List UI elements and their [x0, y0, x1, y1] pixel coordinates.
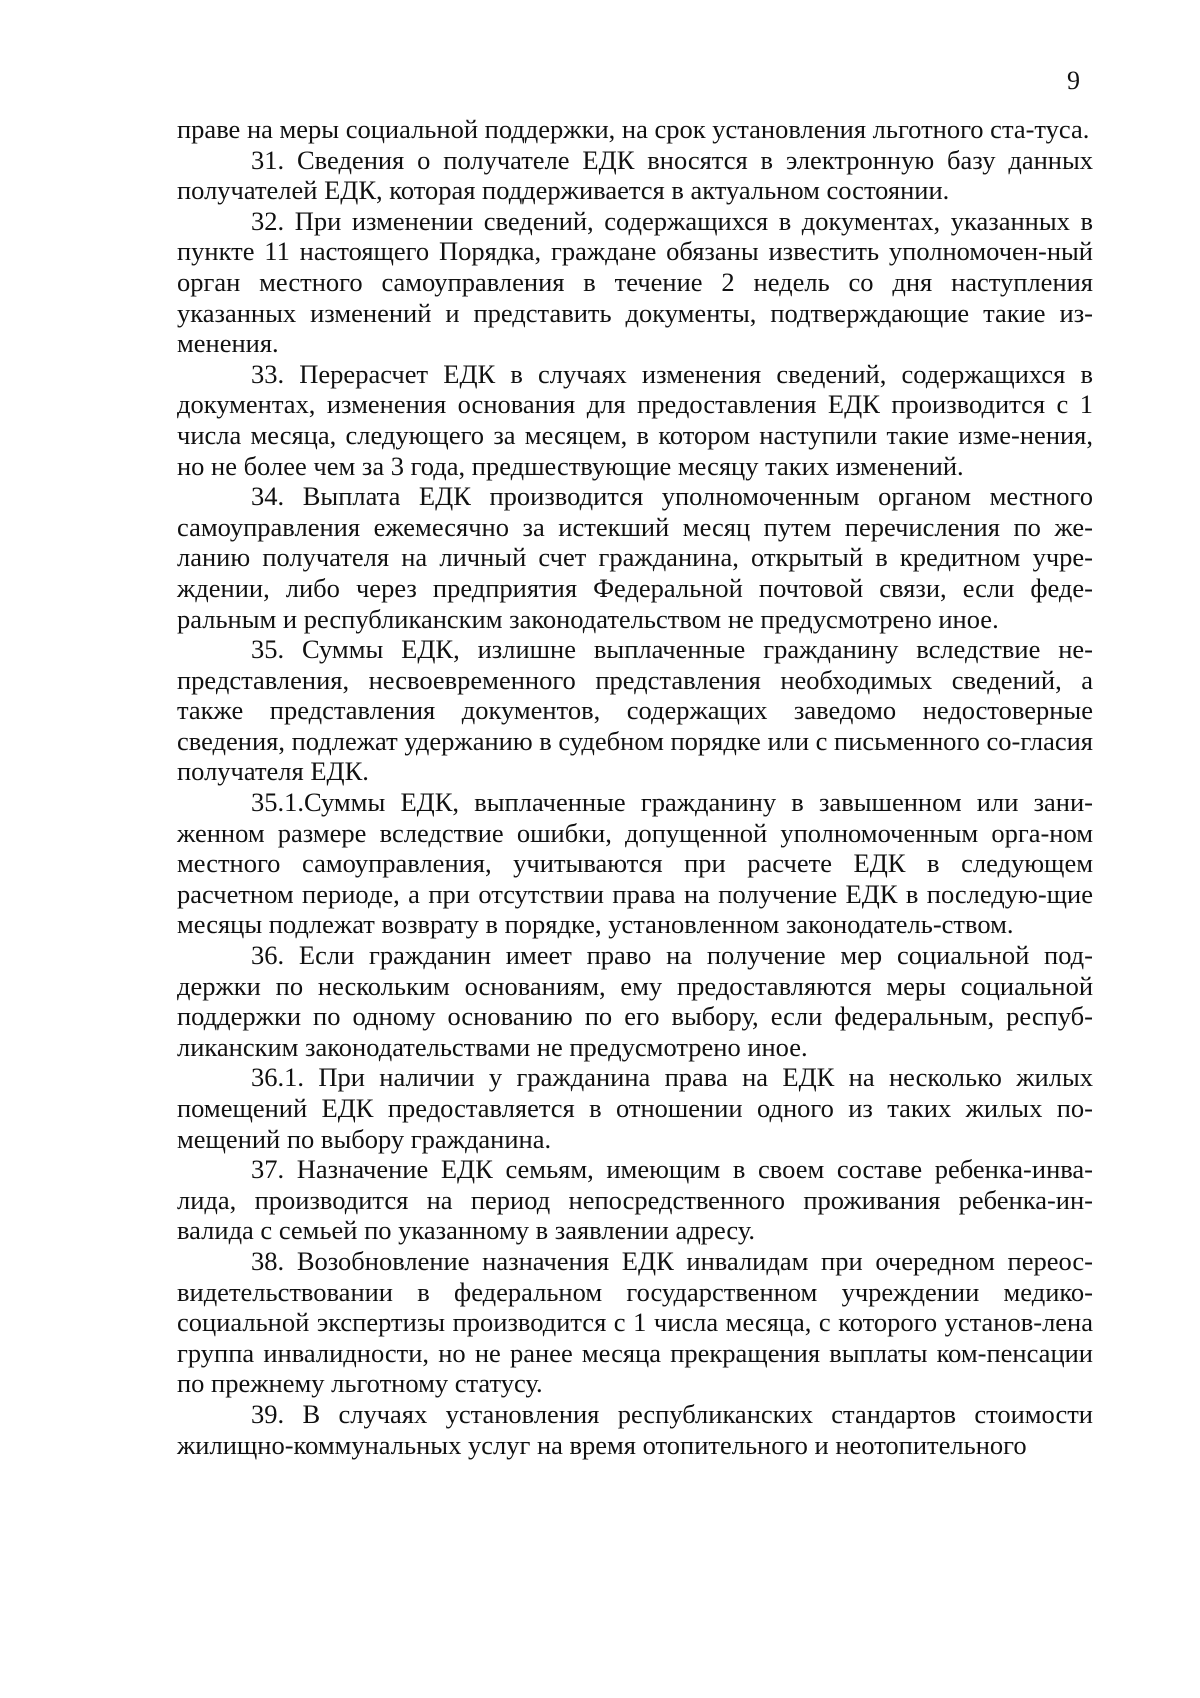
- paragraph-31: 31. Сведения о получателе ЕДК вносятся в электронную базу данных получателей ЕДК, которая поддерживается в актуальном состоянии.: [177, 144, 1093, 206]
- paragraph-35-1: 35.1.Суммы ЕДК, выплаченные гражданину в завышенном или зани-женном размере вследствие ошибки, допущенной уполномоченным орга-ном местного самоуправления, учитываются при расчете ЕДК в следующем расчетном периоде, а при отсутствии права на получение ЕДК в последую-щие месяцы подлежат возврату в порядке, установленном законодатель-ством.: [177, 787, 1093, 940]
- paragraph-39: 39. В случаях установления республиканских стандартов стоимости жилищно-коммунальных услуг на время отопительного и неотопительного: [177, 1398, 1093, 1460]
- paragraph-33: 33. Перерасчет ЕДК в случаях изменения сведений, содержащихся в документах, изменения основания для предоставления ЕДК производится с 1 числа месяца, следующего за месяцем, в котором наступили такие изме-нения, но не более чем за 3 года, предшествующие месяцу таких изменений.: [177, 358, 1093, 481]
- paragraph-36: 36. Если гражданин имеет право на получение мер социальной под-держки по нескольким основаниям, ему предоставляются меры социальной поддержки по одному основанию по его выбору, если федеральным, респуб-ликанским законодательствами не предусмотрено иное.: [177, 940, 1093, 1062]
- document-body: [177, 114, 1093, 1460]
- page-number: 9: [1067, 66, 1080, 95]
- paragraph-35: 35. Суммы ЕДК, излишне выплаченные гражданину вследствие не-представления, несвоевременного представления необходимых сведений, а также представления документов, содержащих заведомо недостоверные сведения, подлежат удержанию в судебном порядке или с письменного со-гласия получателя ЕДК.: [177, 634, 1093, 787]
- paragraph-37: 37. Назначение ЕДК семьям, имеющим в своем составе ребенка-инва-лида, производится на период непосредственного проживания ребенка-ин-валида с семьей по указанному в заявлении адресу.: [177, 1154, 1093, 1246]
- paragraph-continuation: праве на меры социальной поддержки, на срок установления льготного ста-туса.: [177, 114, 1090, 144]
- paragraph-36-1: 36.1. При наличии у гражданина права на ЕДК на несколько жилых помещений ЕДК предоставляется в отношении одного из таких жилых по-мещений по выбору гражданина.: [177, 1062, 1093, 1154]
- paragraph-34: 34. Выплата ЕДК производится уполномоченным органом местного самоуправления ежемесячно за истекший месяц путем перечисления по же-ланию получателя на личный счет гражданина, открытый в кредитном учре-ждении, либо через предприятия Федеральной почтовой связи, если феде-ральным и республиканским законодательством не предусмотрено иное.: [177, 481, 1093, 634]
- paragraph-38: 38. Возобновление назначения ЕДК инвалидам при очередном переос-видетельствовании в федеральном государственном учреждении медико-социальной экспертизы производится с 1 числа месяца, с которого установ-лена группа инвалидности, но не ранее месяца прекращения выплаты ком-пенсации по прежнему льготному статусу.: [177, 1245, 1093, 1399]
- paragraph-32: 32. При изменении сведений, содержащихся в документах, указанных в пункте 11 настоящего Порядка, граждане обязаны известить уполномочен-ный орган местного самоуправления в течение 2 недель со дня наступления указанных изменений и представить документы, подтверждающие такие из-менения.: [177, 205, 1093, 359]
